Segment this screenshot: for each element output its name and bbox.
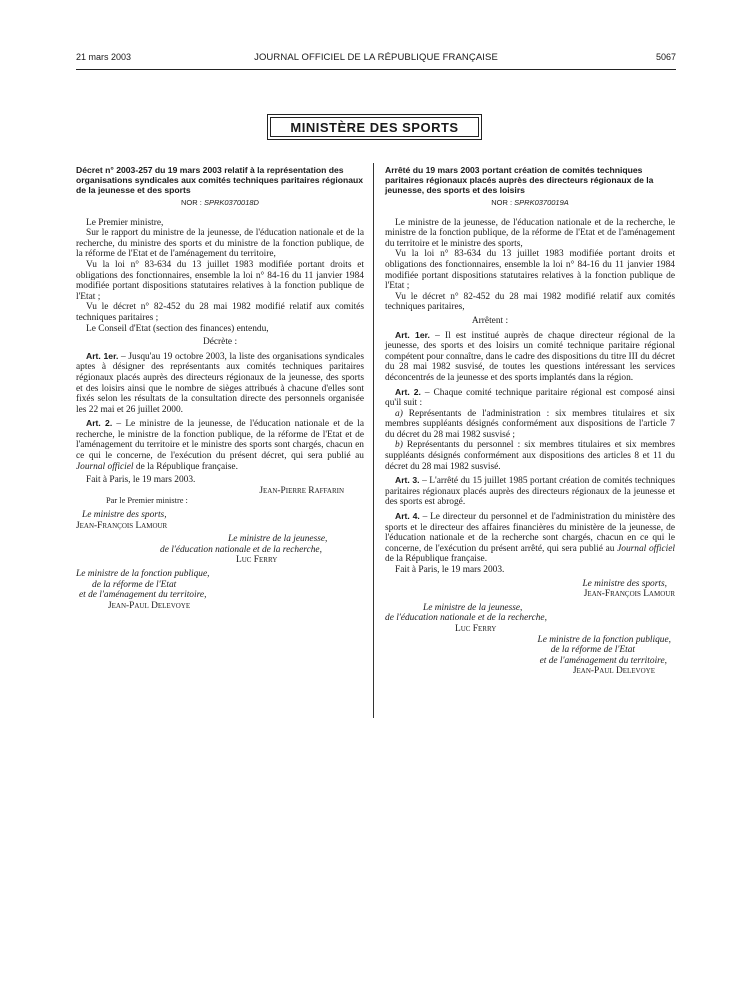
page-header <box>76 52 676 66</box>
signature-role: de l'éducation nationale et de la recherche, <box>385 613 547 624</box>
arrete-title: Arrêté du 19 mars 2003 portant création de comités techniques paritaires régionaux placés auprès des directeurs régionaux de la jeunesse, des sports et des loisirs <box>385 165 654 195</box>
signature-role: Le ministre de la fonction publique, <box>537 634 671 645</box>
decret-nor-label: NOR : <box>181 198 202 207</box>
decret-nor-code: SPRK0370018D <box>203 198 259 207</box>
signature-role: Le ministre de la fonction publique, <box>76 569 210 579</box>
item-label: b) <box>395 440 403 451</box>
decret-article-1 <box>76 351 364 416</box>
signature-name: Jean-Paul Delevoye <box>108 600 191 611</box>
article-text: Représentants de l'administration : six membres titulaires et six membres suppléants désignés conformément aux dispositions de l'article 7 du décret du 28 mai 1982 susvisé ; <box>385 408 675 440</box>
arrete-column <box>385 165 675 677</box>
arrete-paragraph: Vu le décret n° 82-452 du 28 mai 1982 modifié relatif aux comités techniques paritaires, <box>385 291 675 313</box>
header-rule <box>76 69 676 70</box>
header-journal-title: JOURNAL OFFICIEL DE LA RÉPUBLIQUE FRANÇAISE <box>254 52 498 63</box>
arrete-nor-label: NOR : <box>491 198 513 207</box>
article-label: Art. 2. <box>86 418 113 429</box>
arrete-article-1 <box>385 330 675 384</box>
article-text: – Il est institué auprès de chaque directeur régional de la jeunesse, des sports et des loisirs un comité technique paritaire régional compétent pour connaître, dans le cadre des dispositions du titre III du décret du 28 mai 1982 susvisé, de toutes les questions intéressant les services déconcentrés de la jeunesse et des sports implantés dans la région. <box>385 330 675 383</box>
article-text: de la République française. <box>385 554 488 565</box>
decret-paragraph: Vu le décret n° 82-452 du 28 mai 1982 modifié relatif aux comités techniques paritaires ; <box>76 302 364 323</box>
header-date: 21 mars 2003 <box>76 52 132 62</box>
arrete-arretent: Arrêtent : <box>471 315 509 326</box>
arrete-article-2a <box>385 409 675 441</box>
article-text: – Chaque comité technique paritaire régional est composé ainsi qu'il suit : <box>385 387 676 409</box>
signature-role: Le ministre des sports, <box>82 510 167 521</box>
arrete-nor-code: SPRK0370019A <box>514 198 569 207</box>
signature-name: Luc Ferry <box>455 623 497 634</box>
decret-paragraph: Sur le rapport du ministre de la jeunesse, de l'éducation nationale et de la recherche, du ministre des sports et du ministre de la fonction publique, de la réforme de l'Etat et de l'aménagement du territoire, <box>76 228 364 260</box>
arrete-article-3 <box>385 475 675 508</box>
article-text: – L'arrêté du 15 juillet 1985 portant création de comités techniques paritaires régionaux placés auprès des directeurs régionaux de la jeunesse et des sports est abrogé. <box>385 476 676 508</box>
signature-role: Le ministre des sports, <box>582 578 667 589</box>
article-text: – Jusqu'au 19 octobre 2003, la liste des organisations syndicales aptes à désigner des représentants aux comités techniques paritaires régionaux placés auprès des directeurs régionaux de la jeunesse, des sports et des loisirs ainsi que le nombre de sièges attribués à chacune d'elles sont fixés selon les résultats de la consultation directe des personnels organisée les 22 mai et 26 juillet 2000. <box>76 351 364 415</box>
column-divider <box>373 163 374 718</box>
arrete-article-2 <box>385 387 675 409</box>
article-text: – Le ministre de la jeunesse, de l'éducation nationale et de la recherche, le ministre de la fonction publique, de la réforme de l'Etat et de l'aménagement du territoire et le ministre des sports sont chargés, chacun en ce qui le concerne, de l'exécution du présent décret, qui sera publié au <box>76 419 364 462</box>
arrete-article-4 <box>385 511 675 565</box>
article-text: – Le directeur du personnel et de l'administration du ministère des sports et le directeur des affaires financières du ministère de la jeunesse, de l'éducation nationale et de la recherche sont chargés, chacun en ce qui le concerne, de l'exécution du présent arrêté, qui sera publié au <box>385 512 676 554</box>
signature-prime-minister: Jean-Pierre Raffarin <box>259 485 344 496</box>
signature-role: de l'éducation nationale et de la recherche, <box>160 544 322 555</box>
article-label: Art. 4. <box>395 511 420 522</box>
decret-article-2 <box>76 418 364 472</box>
header-page-number: 5067 <box>655 52 676 62</box>
decret-nor <box>76 198 364 209</box>
decret-decrete: Décrète : <box>202 337 238 348</box>
signature-role: et de l'aménagement du territoire, <box>79 590 207 601</box>
journal-officiel-ref: Journal officiel <box>617 543 675 554</box>
decret-fait: Fait à Paris, le 19 mars 2003. <box>86 475 196 486</box>
decret-title: Décret n° 2003-257 du 19 mars 2003 relatif à la représentation des organisations syndicales aux comités techniques paritaires régionaux de la jeunesse et des sports <box>76 165 364 195</box>
arrete-paragraph: Vu la loi n° 83-634 du 13 juillet 1983 modifiée portant droits et obligations des fonctionnaires, ensemble la loi n° 84-16 du 11 janvier 1984 modifiée portant dispositions statutaires relatives à la fonction publique de l'Etat ; <box>385 249 675 292</box>
article-label: Art. 1er. <box>86 350 119 361</box>
item-label: a) <box>395 408 403 419</box>
decret-paragraph: Le Premier ministre, <box>86 217 164 228</box>
signature-role: Le ministre de la jeunesse, <box>423 602 523 613</box>
arrete-fait: Fait à Paris, le 19 mars 2003. <box>395 565 505 575</box>
arrete-paragraph: Le ministre de la jeunesse, de l'éducation nationale et de la recherche, le ministre de la fonction publique, de la réforme de l'Etat et de l'aménagement du territoire et le ministre des sports, <box>385 217 675 249</box>
signature-role: et de l'aménagement du territoire, <box>539 655 667 666</box>
signature-name: Jean-François Lamour <box>583 589 675 600</box>
signature-name: Luc Ferry <box>236 555 278 566</box>
par-premier-ministre: Par le Premier ministre : <box>106 496 188 506</box>
signature-name: Jean-François Lamour <box>76 520 168 531</box>
arrete-article-2b <box>385 440 675 472</box>
decret-paragraph: Vu la loi n° 83-634 du 13 juillet 1983 modifiée portant droits et obligations des fonctionnaires, ensemble la loi n° 84-16 du 11 janvier 1984 modifiée portant dispositions statutaires relatives à la fonction publique de l'Etat ; <box>76 259 364 302</box>
decret-paragraph: Le Conseil d'Etat (section des finances) entendu, <box>86 323 269 334</box>
article-label: Art. 3. <box>395 475 420 486</box>
signature-name: Jean-Paul Delevoye <box>572 666 655 677</box>
journal-officiel-ref: Journal officiel <box>76 461 134 472</box>
signature-role: de la réforme de l'Etat <box>550 645 635 656</box>
ministry-banner <box>267 114 482 140</box>
article-text: de la République française. <box>133 461 238 472</box>
article-label: Art. 2. <box>395 386 421 397</box>
article-label: Art. 1er. <box>395 329 430 340</box>
signature-role: de la réforme de l'Etat <box>92 579 177 590</box>
arrete-nor <box>385 198 675 209</box>
article-text: Représentants du personnel : six membres titulaires et six membres suppléants désignés conformément aux dispositions des articles 8 et 11 du décret du 28 mai 1982 susvisé. <box>385 440 675 472</box>
ministry-banner-label: MINISTÈRE DES SPORTS <box>290 120 459 135</box>
decret-column <box>76 165 364 611</box>
signature-role: Le ministre de la jeunesse, <box>228 534 328 545</box>
